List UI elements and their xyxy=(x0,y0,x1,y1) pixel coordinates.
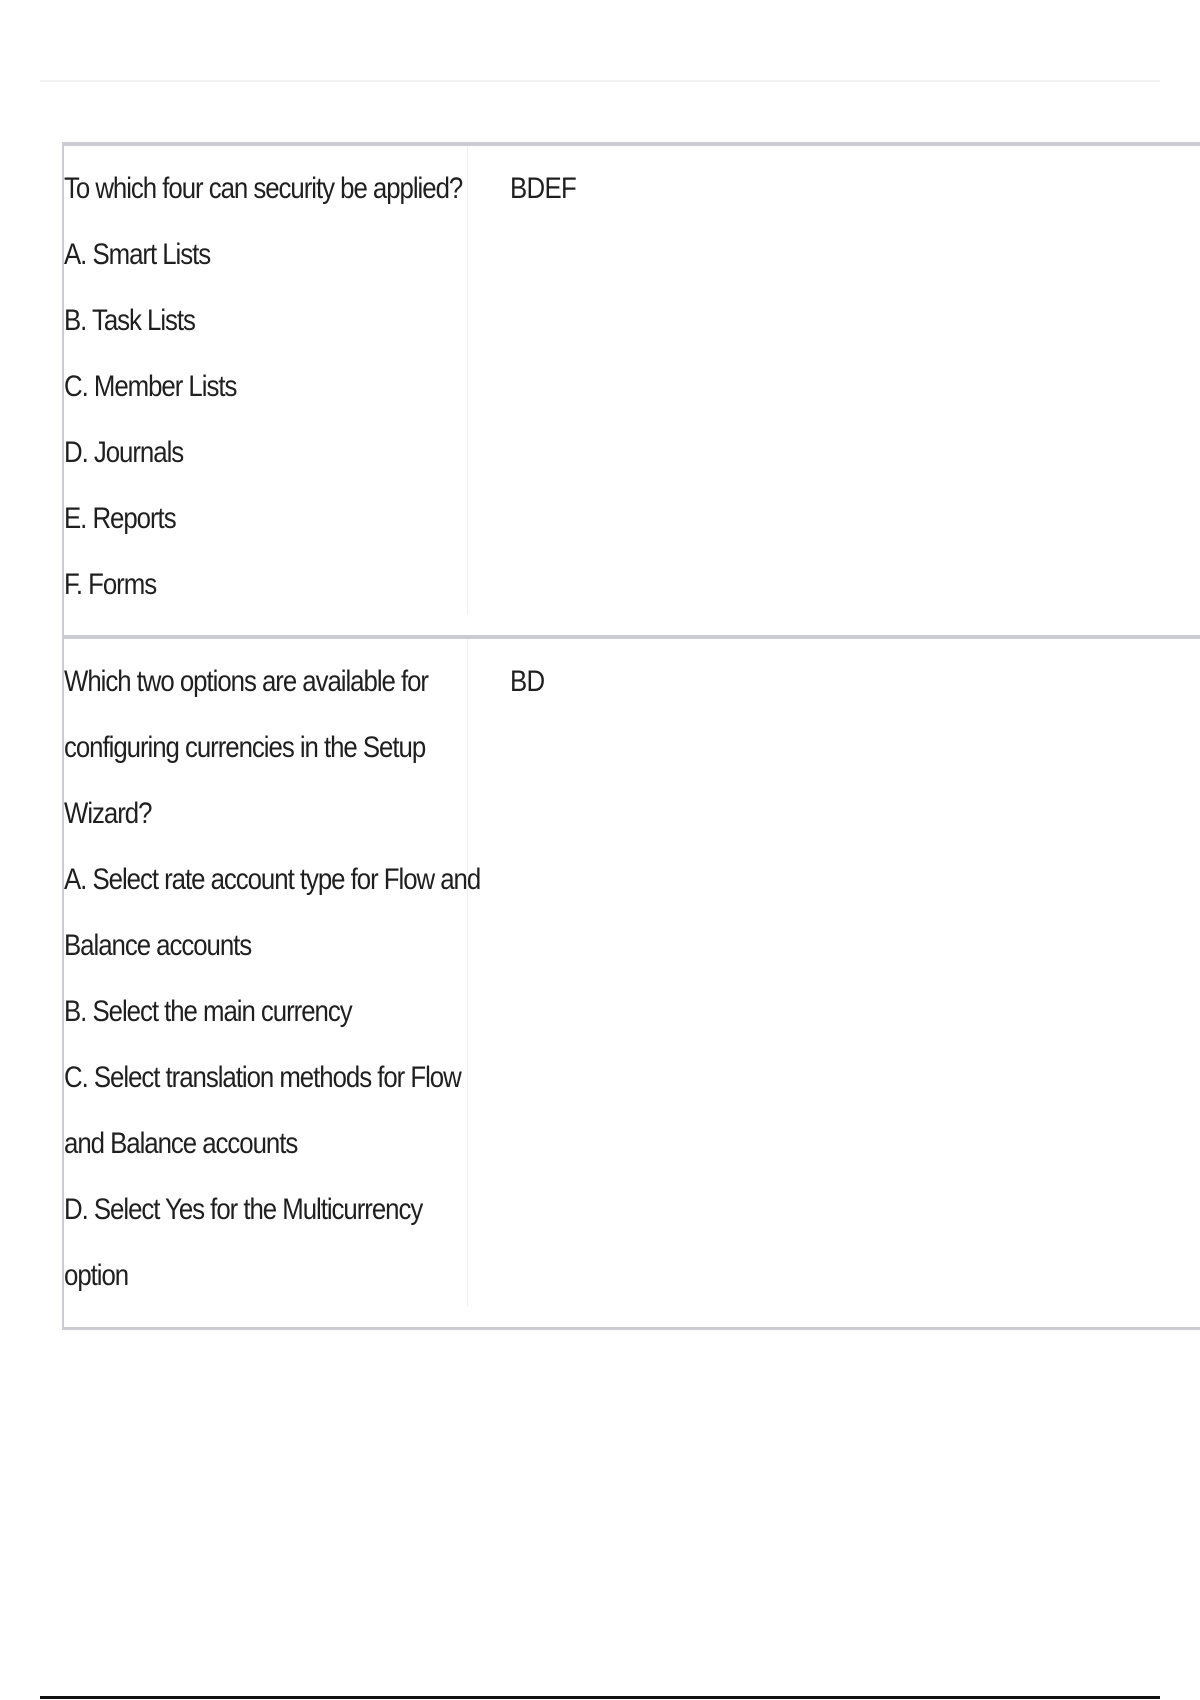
option-a: A. Select rate account type for Flow and xyxy=(64,863,481,896)
option-d: D. Select Yes for the Multicurrency xyxy=(64,1193,423,1226)
question-line: Wizard? xyxy=(64,797,152,830)
top-divider xyxy=(40,80,1160,82)
question-cell xyxy=(64,639,481,1307)
question-line: To which four can security be applied? xyxy=(64,172,463,205)
flashcard-row xyxy=(62,142,1200,635)
option-c: C. Select translation methods for Flow xyxy=(64,1061,461,1094)
option-a: A. Smart Lists xyxy=(64,238,211,271)
answer-text: BDEF xyxy=(510,172,577,205)
option-c-continued: and Balance accounts xyxy=(64,1127,298,1160)
option-d-continued: option xyxy=(64,1259,129,1292)
flashcard-row xyxy=(62,635,1200,1330)
option-e: E. Reports xyxy=(64,502,176,535)
answer-text: BD xyxy=(510,665,545,698)
answer-cell xyxy=(468,146,1200,635)
question-cell xyxy=(64,146,468,615)
option-d: D. Journals xyxy=(64,436,184,469)
question-line: Which two options are available for xyxy=(64,665,428,698)
option-b: B. Select the main currency xyxy=(64,995,352,1028)
answer-cell xyxy=(468,639,1200,1327)
bottom-divider xyxy=(40,1696,1160,1699)
option-b: B. Task Lists xyxy=(64,304,195,337)
question-line: configuring currencies in the Setup xyxy=(64,731,426,764)
option-f: F. Forms xyxy=(64,568,157,601)
flashcard-table xyxy=(62,142,1200,1330)
option-c: C. Member Lists xyxy=(64,370,237,403)
option-a-continued: Balance accounts xyxy=(64,929,252,962)
